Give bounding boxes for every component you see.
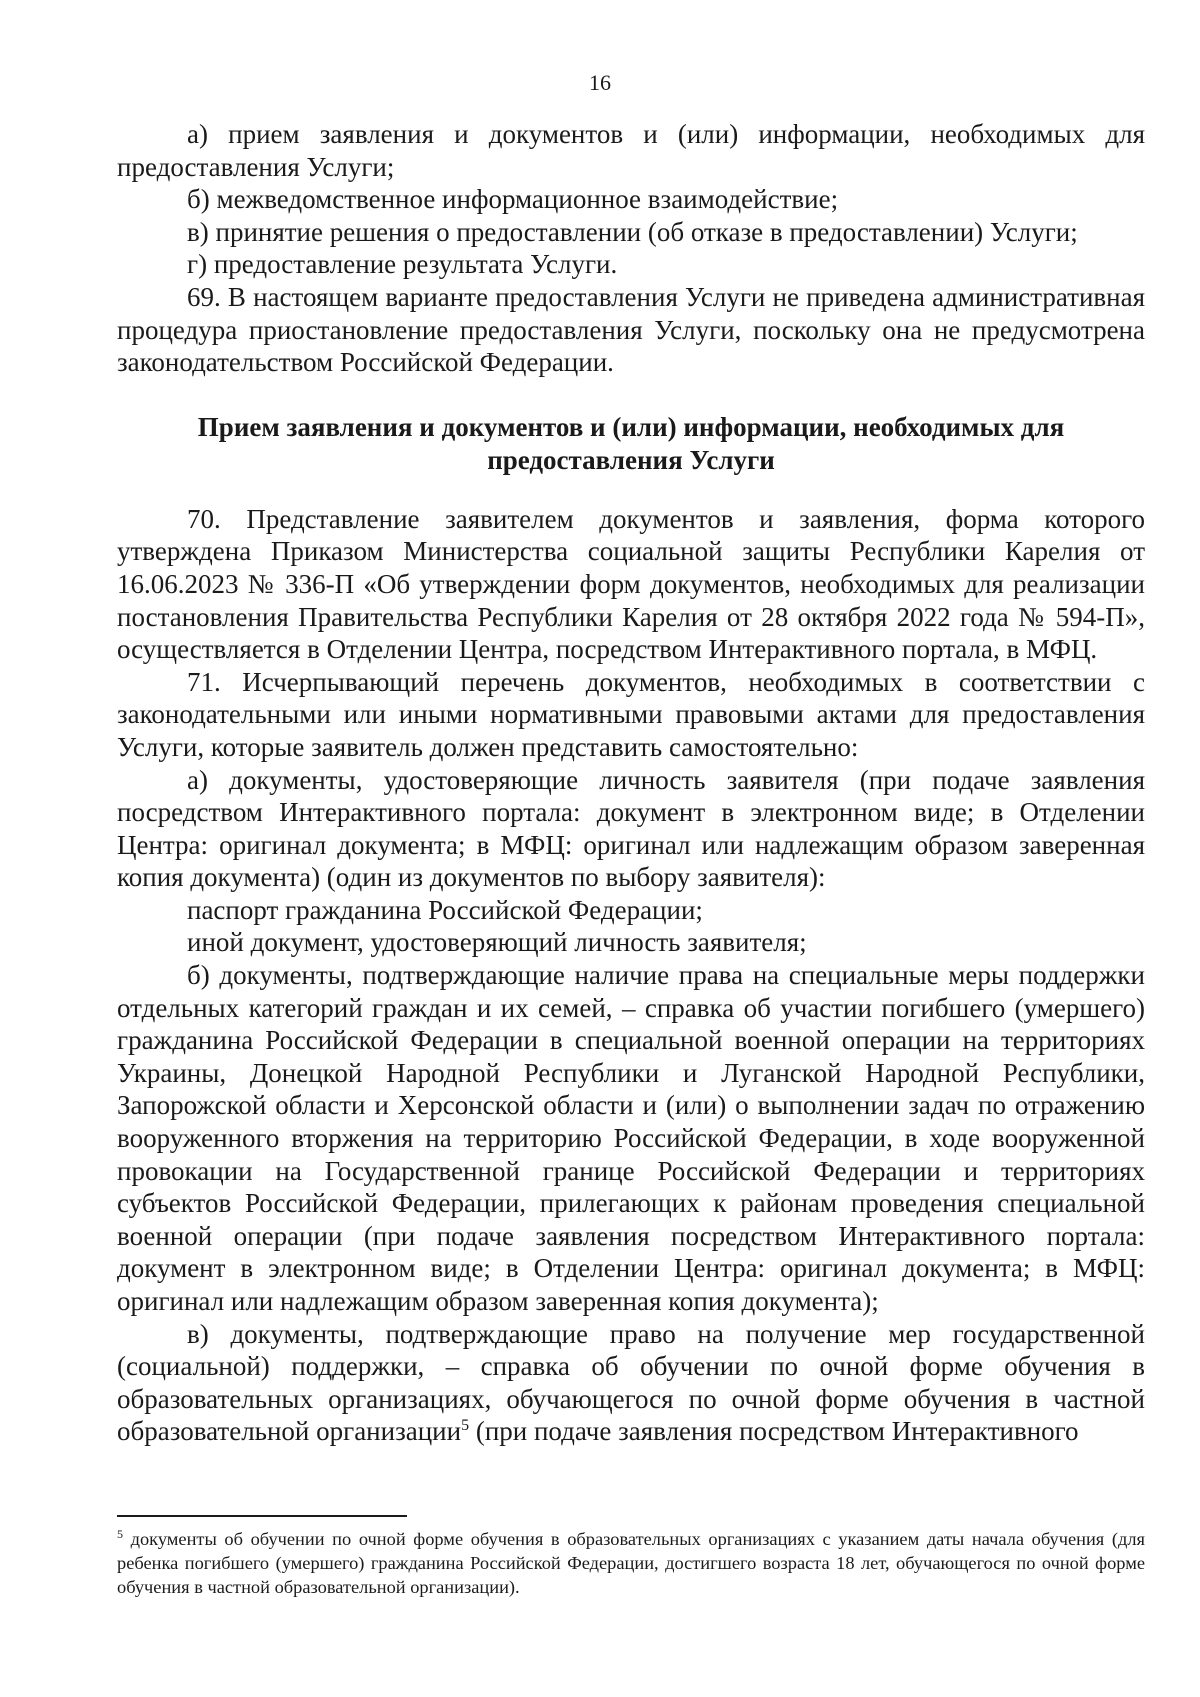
subitem-b-support-documents: б) документы, подтверждающие наличие права на специальные меры поддержки отдельных категорий граждан и их семей, – справка об участии погибшего (умершего) гражданина Российской Федерации в специальной военной операции на территориях Украины, Донецкой Народной Республики и Луганской Народной Республики, Запорожской области и Херсонской области и (или) о выполнении задач по отражению вооруженного вторжения на территорию Российской Федерации, в ходе вооруженной провокации на Государственной границе Российской Федерации и территориях субъектов Российской Федерации, прилегающих к районам проведения специальной военной операции (при подаче заявления посредством Интерактивного портала: документ в электронном виде; в Отделении Центра: оригинал документа; в МФЦ: оригинал или надлежащим образом заверенная копия документа); — [117, 960, 1145, 1316]
paragraph-69: 69. В настоящем варианте предоставления Услуги не приведена административная процедура приостановление предоставления Услуги, поскольку она не предусмотрена законодательством Российской Федерации. — [117, 281, 1145, 378]
section-heading-line-2: предоставления Услуги — [487, 444, 775, 475]
document-body — [117, 118, 1145, 1448]
identity-option-other: иной документ, удостоверяющий личность заявителя; — [187, 927, 807, 958]
footnote-reference[interactable]: 5 — [461, 1417, 470, 1435]
footnote-text: документы об обучении по очной форме обучения в образовательных организациях с указанием даты начала обучения (для ребенка погибшего (умершего) гражданина Российской Федерации, достигшего возраста 18 лет, обучающегося по очной форме обучения в частной образовательной организации). — [117, 1529, 1145, 1597]
subitem-v-education-documents — [117, 1318, 1145, 1448]
list-item-v: в) принятие решения о предоставлении (об отказе в предоставлении) Услуги; — [187, 216, 1078, 247]
paragraph-71: 71. Исчерпывающий перечень документов, необходимых в соответствии с законодательными или иными нормативными правовыми актами для предоставления Услуги, которые заявитель должен представить самостоятельно: — [117, 666, 1145, 762]
page-number: 16 — [589, 70, 611, 95]
section-heading — [117, 411, 1145, 477]
paragraph-70: 70. Представление заявителем документов и заявления, форма которого утверждена Приказом Министерства социальной защиты Республики Карелия от 16.06.2023 № 336-П «Об утверждении форм документов, необходимых для реализации постановления Правительства Республики Карелия от 28 октября 2022 года № 594-П», осуществляется в Отделении Центра, посредством Интерактивного портала, в МФЦ. — [117, 503, 1145, 665]
list-item-g: г) предоставление результата Услуги. — [187, 249, 618, 280]
list-item-b: б) межведомственное информационное взаимодействие; — [187, 184, 839, 215]
footnote — [117, 1527, 1145, 1599]
footnote-separator — [117, 1515, 407, 1517]
subitem-v-text: в) документы, подтверждающие право на получение мер государственной (социальной) поддержки, – справка об обучении по очной форме обучения в образовательных организациях, обучающегося по очной форме обучения в частной образовательной организации — [117, 1318, 1145, 1447]
section-heading-line-1: Прием заявления и документов и (или) информации, необходимых для — [197, 411, 1065, 442]
subitem-a-identity-documents: а) документы, удостоверяющие личность заявителя (при подаче заявления посредством Интерактивного портала: документ в электронном виде; в Отделении Центра: оригинал документа; в МФЦ: оригинал или надлежащим образом заверенная копия документа) (один из документов по выбору заявителя): — [117, 764, 1145, 893]
list-item-a: а) прием заявления и документов и (или) информации, необходимых для предоставления Услуги; — [117, 119, 1145, 182]
identity-option-passport: паспорт гражданина Российской Федерации; — [187, 894, 703, 925]
subitem-v-text-continued: (при подаче заявления посредством Интерактивного — [469, 1416, 1079, 1447]
footnote-marker: 5 — [117, 1526, 123, 1541]
